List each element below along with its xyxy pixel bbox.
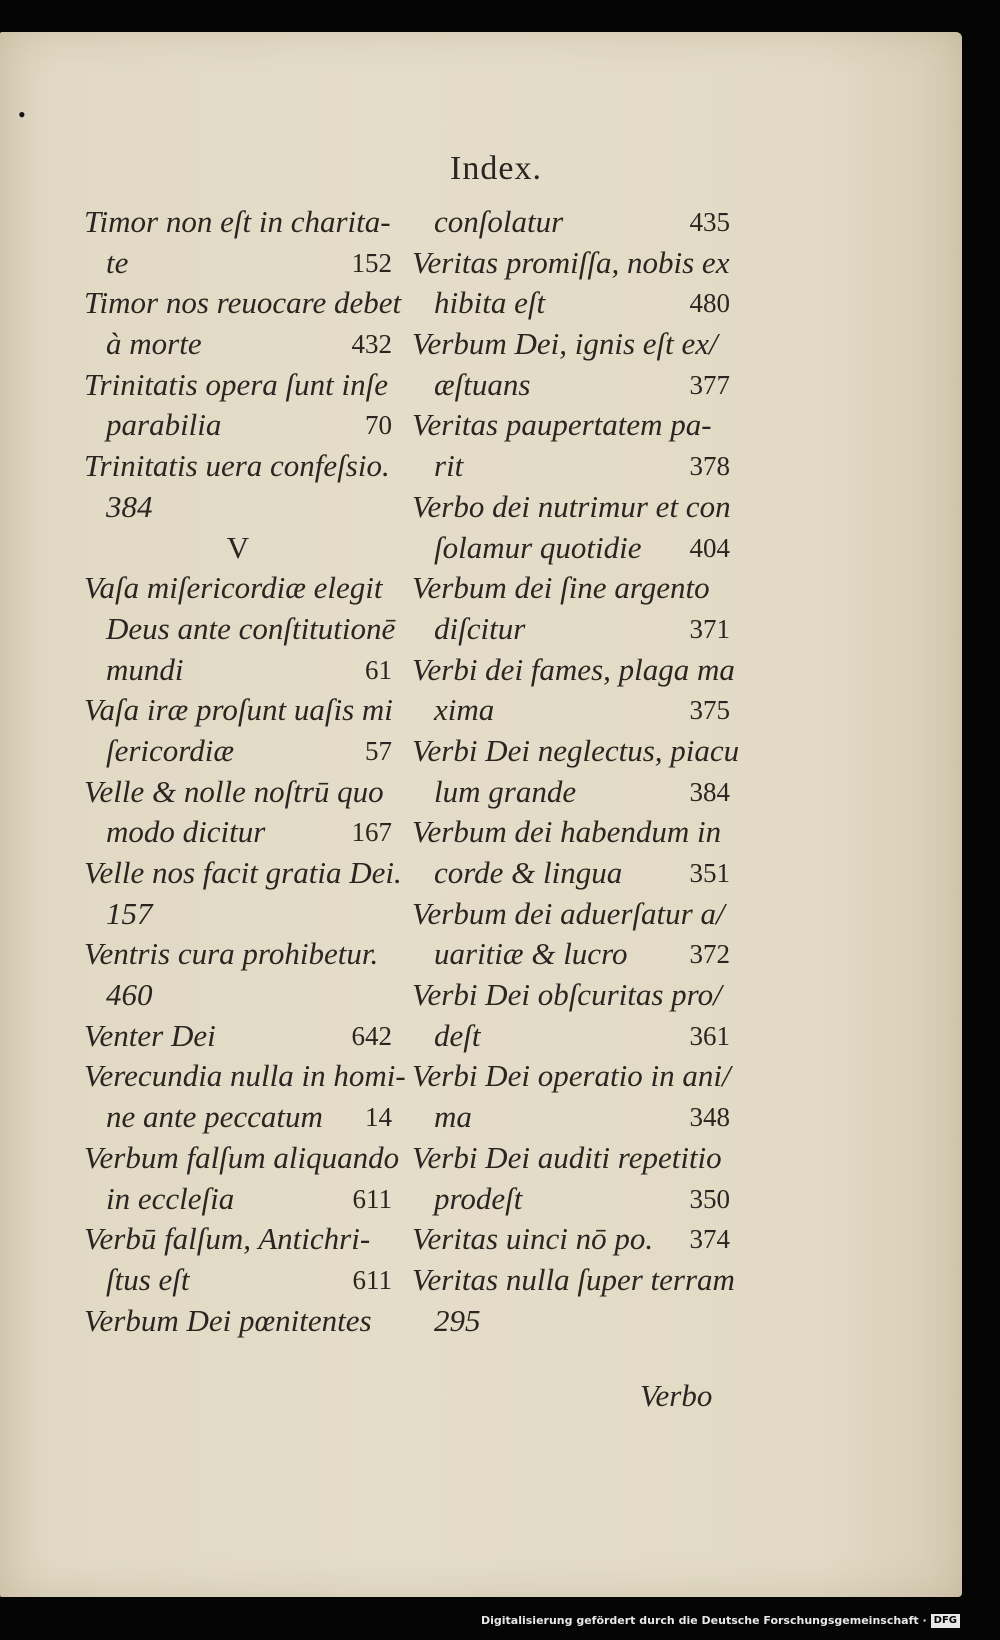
index-entry-line (412, 934, 730, 975)
entry-text: mundi (106, 651, 184, 687)
index-entry-line (84, 609, 396, 650)
entry-text: ſtus eſt (106, 1261, 190, 1297)
index-entry-line (412, 650, 735, 691)
index-entry-line (412, 243, 730, 284)
dfg-logo: DFG (931, 1614, 960, 1628)
entry-text: Verbo dei nutrimur et con (412, 488, 731, 524)
index-entry-line (412, 853, 730, 894)
entry-text: Velle & nolle noſtrū quo (84, 773, 384, 809)
index-entry-line (412, 487, 730, 528)
entry-text: parabilia (106, 407, 222, 443)
entry-text: Verbum dei ſine argento (412, 570, 710, 606)
entry-text: 384 (106, 488, 153, 524)
entry-text: Velle nos facit gratia Dei. (84, 855, 402, 890)
entry-text: 295 (434, 1302, 481, 1338)
index-entry-line (412, 975, 730, 1016)
entry-text: xima (434, 692, 495, 728)
entry-text: Verbum Dei pœnitentes (84, 1302, 372, 1338)
index-entry-line (84, 1179, 392, 1220)
index-entry-line (412, 283, 730, 324)
page-reference: 404 (689, 532, 730, 563)
entry-text: prodeſt (434, 1180, 523, 1216)
index-entry-line (84, 1301, 392, 1342)
index-entry-line (84, 1219, 392, 1260)
page-reference: 167 (351, 817, 392, 848)
index-entry-line (412, 446, 730, 487)
index-entry-line (84, 324, 392, 365)
entry-text: Verbi Dei operatio in ani/ (412, 1058, 731, 1094)
index-entry-line (84, 365, 392, 406)
entry-text: ſericordiæ (106, 732, 235, 768)
page-reference: 432 (351, 329, 392, 360)
entry-text: V (226, 529, 250, 565)
entry-text: Trinitatis opera ſunt inſe (84, 366, 389, 402)
index-entry-line (84, 243, 392, 284)
index-entry-line (412, 1056, 730, 1097)
page-reference: 348 (689, 1102, 730, 1133)
page-reference: 61 (365, 654, 392, 685)
index-entry-line (84, 772, 392, 813)
index-entry-line (84, 812, 392, 853)
footer-text: Digitalisierung gefördert durch die Deutsche Forschungsgemeinschaft · (480, 1614, 927, 1627)
book-page (0, 32, 962, 1597)
page-reference: 378 (689, 451, 730, 482)
index-entry-line (84, 894, 392, 935)
catchword: Verbo (640, 1378, 713, 1413)
page-reference: 611 (352, 1183, 392, 1214)
entry-text: Venter Dei (84, 1017, 216, 1053)
index-entry-line (84, 405, 392, 446)
entry-text: Verbum dei habendum in (412, 814, 722, 850)
entry-text: ſolamur quotidie (434, 529, 642, 565)
index-entry-line (412, 812, 730, 853)
index-entry-line (412, 609, 730, 650)
index-entry-line (84, 1138, 400, 1179)
entry-text: Veritas uinci nō po. (412, 1221, 654, 1257)
entry-text: diſcitur (434, 610, 526, 646)
entry-text: Verbi dei fames, plaga ma (412, 651, 735, 687)
entry-text: Verecundia nulla in homi- (84, 1058, 406, 1094)
page-reference: 611 (352, 1264, 392, 1295)
page-reference: 371 (689, 613, 730, 644)
entry-text: 157 (106, 895, 153, 931)
page-reference: 642 (351, 1020, 392, 1051)
entry-text: Trinitatis uera confeſsio. (84, 448, 390, 484)
page-reference: 70 (365, 410, 392, 441)
entry-text: Verbum Dei, ignis eſt ex/ (412, 326, 718, 362)
index-entry-line (412, 894, 730, 935)
index-entry-line (412, 772, 730, 813)
entry-text: æſtuans (434, 366, 531, 402)
page-reference: 377 (689, 369, 730, 400)
right-column (412, 202, 740, 1341)
page-reference: 374 (689, 1224, 730, 1255)
index-entry-line (84, 528, 392, 569)
page-reference: 435 (689, 207, 730, 237)
page-reference: 480 (689, 288, 730, 319)
entry-text: Deus ante conſtitutionē (106, 610, 396, 646)
index-entry-line (84, 283, 402, 324)
index-entry-line (412, 202, 730, 243)
entry-text: Vaſa miſericordiæ elegit (84, 570, 383, 606)
entry-text: Verbi Dei obſcuritas pro/ (412, 977, 722, 1013)
page-reference: 361 (689, 1020, 730, 1051)
entry-text: Veritas promiſſa, nobis ex (412, 244, 730, 280)
page-reference: 351 (689, 858, 730, 888)
entry-text: te (106, 244, 129, 280)
entry-text: in eccleſia (106, 1180, 235, 1216)
entry-text: Verbi Dei auditi repetitio (412, 1139, 722, 1175)
page-reference: 152 (351, 247, 392, 278)
index-entry-line (412, 1097, 730, 1138)
index-entry-line (412, 1016, 730, 1057)
index-entry-line (84, 446, 392, 487)
page-reference: 375 (689, 695, 730, 726)
index-entry-line (412, 1301, 730, 1342)
page-reference: 372 (689, 939, 730, 970)
index-entry-line (84, 690, 392, 731)
index-entry-line (412, 1179, 730, 1220)
entry-text: lum grande (434, 773, 577, 809)
index-entry-line (412, 1260, 735, 1301)
index-entry-line (412, 1219, 730, 1260)
entry-text: ma (434, 1099, 472, 1135)
entry-text: 460 (106, 977, 153, 1013)
entry-text: Ventris cura prohibetur. (84, 936, 379, 972)
entry-text: Verbum dei aduerſatur a/ (412, 895, 725, 931)
index-entry-line (412, 690, 730, 731)
index-entry-line (84, 934, 392, 975)
entry-text: Verbū falſum, Antichri- (84, 1221, 371, 1257)
index-entry-line (84, 1097, 392, 1138)
page-header: Index. (450, 150, 542, 187)
index-entry-line (412, 1138, 730, 1179)
index-entry-line (84, 568, 392, 609)
index-entry-line (84, 853, 402, 894)
index-entry-line (412, 324, 730, 365)
page-reference: 350 (689, 1183, 730, 1214)
index-entry-line (84, 731, 392, 772)
entry-text: Veritas nulla ſuper terram (412, 1261, 735, 1297)
entry-text: Vaſa iræ proſunt uaſis mi (84, 692, 393, 728)
index-entry-line (412, 528, 730, 569)
left-column (84, 202, 406, 1341)
index-entry-line (84, 1260, 392, 1301)
index-entry-line (84, 975, 392, 1016)
index-entry-line (84, 1056, 406, 1097)
funding-footer (481, 1606, 960, 1636)
entry-text: Timor non eſt in charita- (84, 204, 391, 239)
entry-text: deſt (434, 1017, 481, 1053)
index-entry-line (412, 405, 730, 446)
entry-text: ne ante peccatum (106, 1099, 323, 1135)
entry-text: Veritas paupertatem pa- (412, 407, 712, 443)
page-reference: 57 (365, 735, 392, 766)
entry-text: Verbi Dei neglectus, piacu (412, 732, 740, 768)
entry-text: rit (434, 448, 464, 484)
entry-text: hibita eſt (434, 285, 546, 321)
entry-text: conſolatur (434, 204, 564, 239)
index-entry-line (412, 365, 730, 406)
bleed-mark: • (18, 102, 26, 127)
index-entry-line (84, 650, 392, 691)
entry-text: à morte (106, 326, 202, 362)
index-entry-line (412, 731, 740, 772)
entry-text: uaritiæ & lucro (434, 936, 628, 972)
index-entry-line (84, 202, 392, 243)
page-reference: 14 (365, 1102, 392, 1133)
entry-text: Verbum falſum aliquando (84, 1139, 400, 1175)
page-reference: 384 (689, 776, 730, 807)
index-entry-line (84, 487, 392, 528)
entry-text: modo dicitur (106, 814, 266, 850)
entry-text: Timor nos reuocare debet (84, 285, 402, 321)
entry-text: corde & lingua (434, 855, 623, 890)
index-entry-line (84, 1016, 392, 1057)
index-entry-line (412, 568, 730, 609)
